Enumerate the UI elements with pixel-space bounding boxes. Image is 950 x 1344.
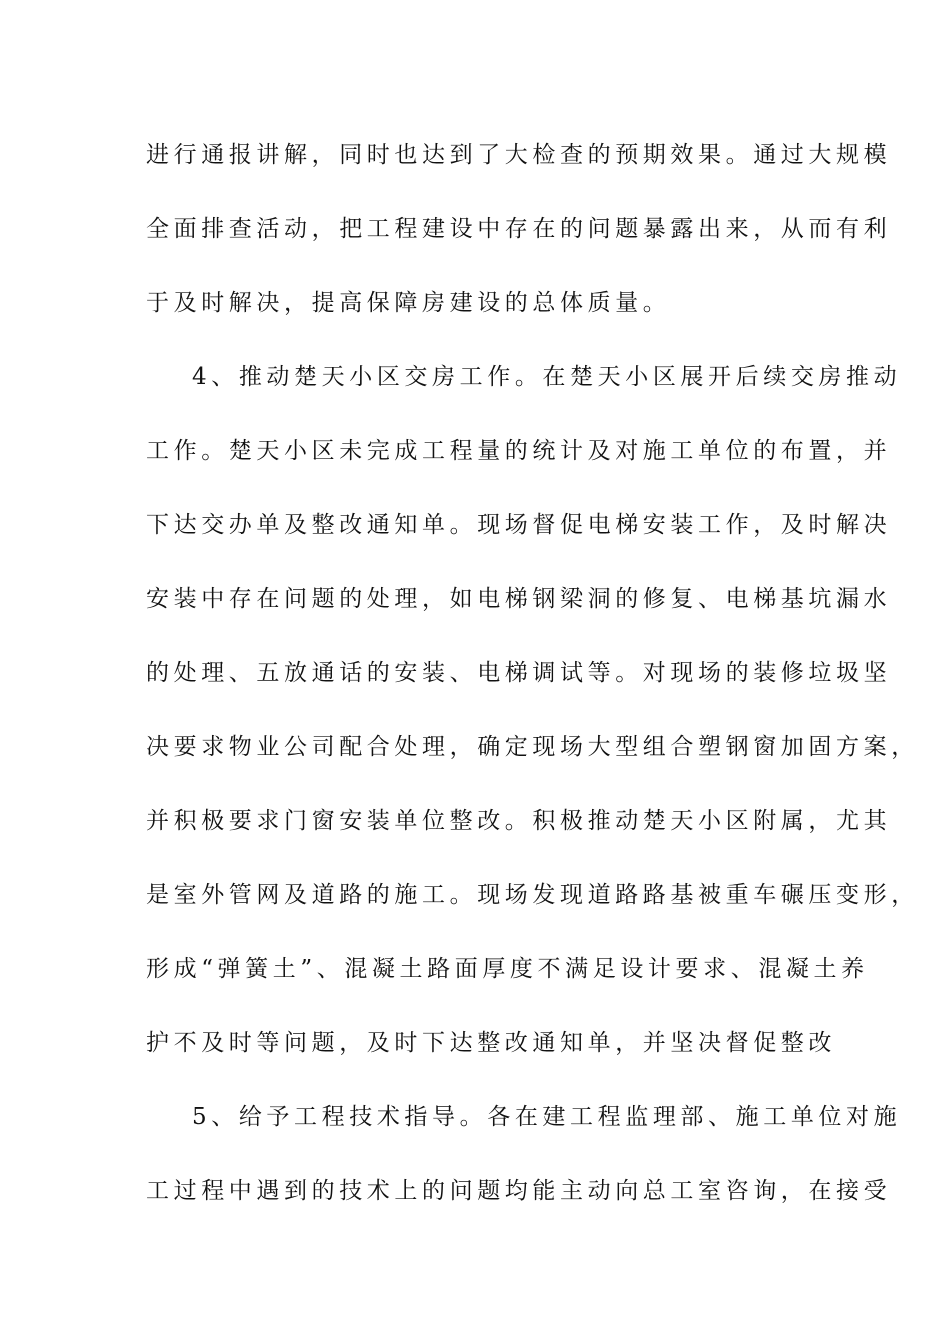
text-line-15: 工过程中遇到的技术上的问题均能主动向总工室咨询，在接受 bbox=[146, 1178, 892, 1204]
text-line-8: 的处理、五放通话的安装、电梯调试等。对现场的装修垃圾坚 bbox=[146, 660, 892, 686]
text-line-9: 决要求物业公司配合处理，确定现场大型组合塑钢窗加固方案， bbox=[146, 734, 919, 760]
text-line-4: 4、推动楚天小区交房工作。在楚天小区展开后续交房推动 bbox=[192, 364, 902, 390]
text-line-6: 下达交办单及整改通知单。现场督促电梯安装工作，及时解决 bbox=[146, 512, 892, 538]
text-line-5: 工作。楚天小区未完成工程量的统计及对施工单位的布置，并 bbox=[146, 438, 892, 464]
text-line-1: 进行通报讲解，同时也达到了大检查的预期效果。通过大规模 bbox=[146, 142, 892, 168]
text-line-3: 于及时解决，提高保障房建设的总体质量。 bbox=[146, 290, 671, 316]
text-line-2: 全面排查活动，把工程建设中存在的问题暴露出来，从而有利 bbox=[146, 216, 892, 242]
text-line-14: 5、给予工程技术指导。各在建工程监理部、施工单位对施 bbox=[192, 1104, 902, 1130]
document-body bbox=[146, 127, 919, 1237]
text-line-10: 并积极要求门窗安装单位整改。积极推动楚天小区附属，尤其 bbox=[146, 808, 892, 834]
text-line-11: 是室外管网及道路的施工。现场发现道路路基被重车碾压变形， bbox=[146, 882, 919, 908]
text-line-12: 形成“弹簧土”、混凝土路面厚度不满足设计要求、混凝土养 bbox=[146, 956, 869, 982]
text-line-13: 护不及时等问题，及时下达整改通知单，并坚决督促整改 bbox=[146, 1030, 836, 1056]
text-line-7: 安装中存在问题的处理，如电梯钢梁洞的修复、电梯基坑漏水 bbox=[146, 586, 892, 612]
